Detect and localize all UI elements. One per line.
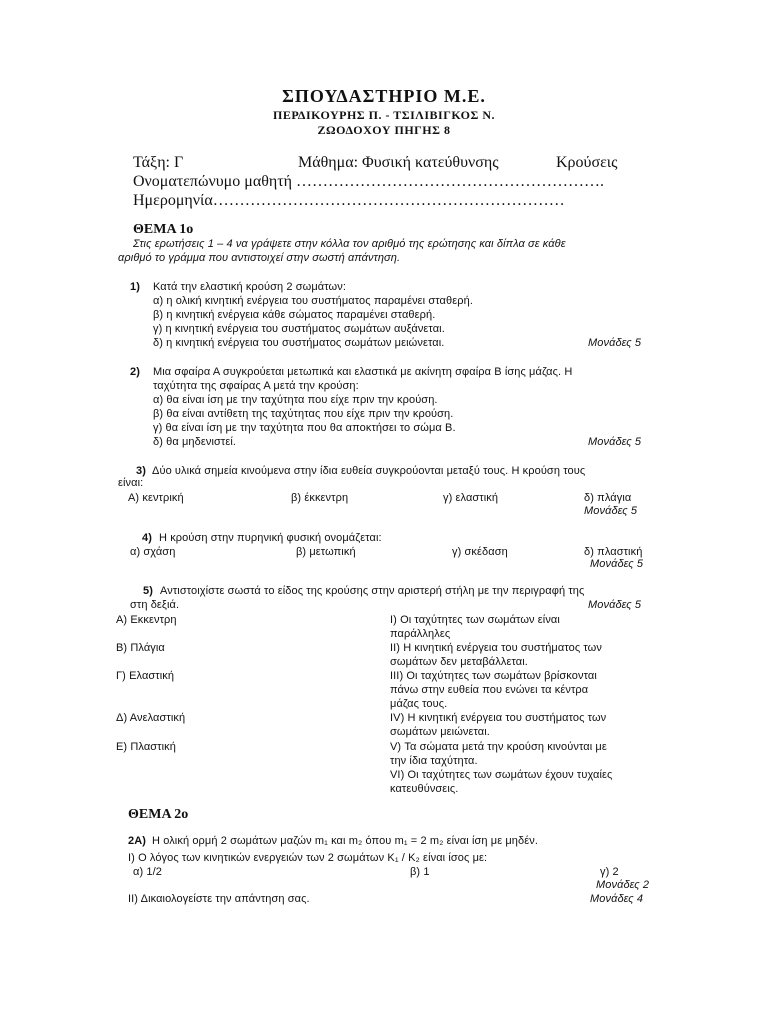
question-1-option-a: α) η ολική κινητική ενέργεια του συστήματος παραμένει σταθερή. [153, 295, 473, 307]
question-4-option-a: α) σχάση [130, 546, 176, 558]
teachers-line: ΠΕΡΔΙΚΟΥΡΗΣ Π. - ΤΣΙΛΙΒΙΓΚΟΣ Ν. [272, 108, 496, 122]
question-2-option-a: α) θα είναι ίση με την ταχύτητα που είχε πριν την κρούση. [153, 394, 438, 406]
question-2-number: 2) [130, 366, 140, 378]
date-line: Ημερομηνία………………………………………………………… [133, 192, 565, 209]
question-1-points: Μονάδες 5 [588, 337, 642, 349]
question-1-option-d: δ) η κινητική ενέργεια του συστήματος σωμάτων μειώνεται. [153, 337, 445, 349]
question-2-stem-1: Μια σφαίρα Α συγκρούεται μετωπικά και ελαστικά με ακίνητη σφαίρα Β ίσης μάζας. Η [153, 366, 573, 378]
question-4-stem: Η κρούση στην πυρηνική φυσική ονομάζεται: [159, 532, 382, 544]
match-right-iii-line-1: ΙΙΙ) Οι ταχύτητες των σωμάτων βρίσκονται [390, 670, 597, 682]
match-right-v-line-2: την ίδια ταχύτητα. [390, 755, 478, 767]
section-heading-2: ΘΕΜΑ 2ο [128, 807, 189, 822]
subject-label: Μάθημα: Φυσική κατεύθυνσης [298, 154, 499, 171]
match-right-v-line-1: V) Τα σώματα μετά την κρούση κινούνται με [390, 741, 607, 753]
match-right-iii-line-3: μάζας τους. [390, 698, 448, 710]
match-right-ii-line-1: ΙΙ) Η κινητική ενέργεια του συστήματος των [390, 642, 602, 654]
match-right-iv-line-1: IV) Η κινητική ενέργεια του συστήματος των [390, 712, 607, 724]
question-2a-sub-2: ΙΙ) Δικαιολογείστε την απάντηση σας. [128, 893, 310, 905]
question-3-stem-1: Δύο υλικά σημεία κινούμενα στην ίδια ευθεία συγκρούονται μεταξύ τους. Η κρούση τους [152, 465, 586, 477]
match-right-i-line-2: παράλληλες [390, 628, 451, 640]
question-4-points: Μονάδες 5 [590, 558, 644, 570]
question-1-option-c: γ) η κινητική ενέργεια του συστήματος σωμάτων αυξάνεται. [153, 323, 445, 335]
question-2-stem-2: ταχύτητα της σφαίρας Α μετά την κρούση: [153, 380, 359, 392]
question-2-points: Μονάδες 5 [588, 436, 642, 448]
question-2a-label: 2Α) [128, 835, 147, 847]
topic-label: Κρούσεις [556, 154, 618, 171]
question-2a-points-1: Μονάδες 2 [596, 879, 650, 891]
match-left-a: Α) Εκκεντρη [116, 614, 177, 626]
question-3-option-c: γ) ελαστική [443, 492, 499, 504]
question-1-stem: Κατά την ελαστική κρούση 2 σωμάτων: [153, 281, 346, 293]
question-4-option-c: γ) σκέδαση [452, 546, 508, 558]
question-5-number: 5) [143, 585, 153, 597]
match-left-b: Β) Πλάγια [116, 642, 165, 654]
question-4-option-d: δ) πλαστική [584, 546, 643, 558]
question-5-stem-2: στη δεξιά. [130, 599, 180, 611]
question-2a-option-a: α) 1/2 [133, 866, 162, 878]
instructions-line-1: Στις ερωτήσεις 1 – 4 να γράψετε στην κόλλα τον αριθμό της ερώτησης και δίπλα σε κάθε [133, 238, 566, 250]
question-5-stem-1: Αντιστοιχίστε σωστά το είδος της κρούσης στην αριστερή στήλη με την περιγραφή της [160, 585, 585, 597]
question-1-option-b: β) η κινητική ενέργεια κάθε σώματος παραμένει σταθερή. [153, 309, 436, 321]
question-3-number: 3) [136, 465, 146, 477]
question-2a-sub-1: Ι) Ο λόγος των κινητικών ενεργειών των 2 σωμάτων K₁ / K₂ είναι ίσος με: [128, 852, 488, 864]
school-title: ΣΠΟΥΔΑΣΤΗΡΙΟ Μ.Ε. [282, 86, 486, 106]
question-2-option-b: β) θα είναι αντίθετη της ταχύτητας που είχε πριν την κρούση. [153, 408, 454, 420]
question-2a-option-c: γ) 2 [600, 866, 619, 878]
question-4-option-b: β) μετωπική [296, 546, 356, 558]
section-heading-1: ΘΕΜΑ 1ο [133, 222, 194, 237]
instructions-line-2: αριθμό το γράμμα που αντιστοιχεί στην σωστή απάντηση. [118, 252, 401, 264]
question-5-points: Μονάδες 5 [588, 599, 642, 611]
question-3-option-a: Α) κεντρική [128, 492, 184, 504]
question-3-option-d: δ) πλάγια [584, 492, 632, 504]
match-right-iii-line-2: πάνω στην ευθεία που ενώνει τα κέντρα [390, 684, 589, 696]
question-3-option-b: β) έκκεντρη [291, 492, 349, 504]
student-name-line: Ονοματεπώνυμο μαθητή …………………………………………………. [133, 173, 605, 190]
match-right-vi-line-1: VI) Οι ταχύτητες των σωμάτων έχουν τυχαίες [390, 769, 613, 781]
question-2-option-c: γ) θα είναι ίση με την ταχύτητα που θα αποκτήσει το σώμα Β. [153, 422, 456, 434]
match-right-iv-line-2: σωμάτων μειώνεται. [390, 726, 490, 738]
match-right-ii-line-2: σωμάτων δεν μεταβάλλεται. [390, 656, 528, 668]
question-3-stem-2: είναι: [118, 477, 144, 489]
question-2a-text: Η ολική ορμή 2 σωμάτων μαζών m₁ και m₂ όπου m₁ = 2 m₂ είναι ίση με μηδέν. [152, 835, 539, 847]
question-2-option-d: δ) θα μηδενιστεί. [153, 436, 237, 448]
match-left-d: Δ) Ανελαστική [116, 712, 186, 724]
question-4-number: 4) [142, 532, 152, 544]
class-label: Τάξη: Γ [133, 154, 184, 171]
match-right-vi-line-2: κατευθύνσεις. [390, 783, 459, 795]
question-1-number: 1) [130, 281, 140, 293]
question-2a-points-2: Μονάδες 4 [590, 893, 644, 905]
match-left-e: Ε) Πλαστική [116, 741, 176, 753]
question-2a-option-b: β) 1 [410, 866, 430, 878]
match-right-i-line-1: Ι) Οι ταχύτητες των σωμάτων είναι [390, 614, 560, 626]
address-line: ΖΩΟΔΟΧΟΥ ΠΗΓΗΣ 8 [317, 123, 451, 137]
match-left-c: Γ) Ελαστική [116, 670, 175, 682]
question-3-points: Μονάδες 5 [584, 505, 638, 517]
